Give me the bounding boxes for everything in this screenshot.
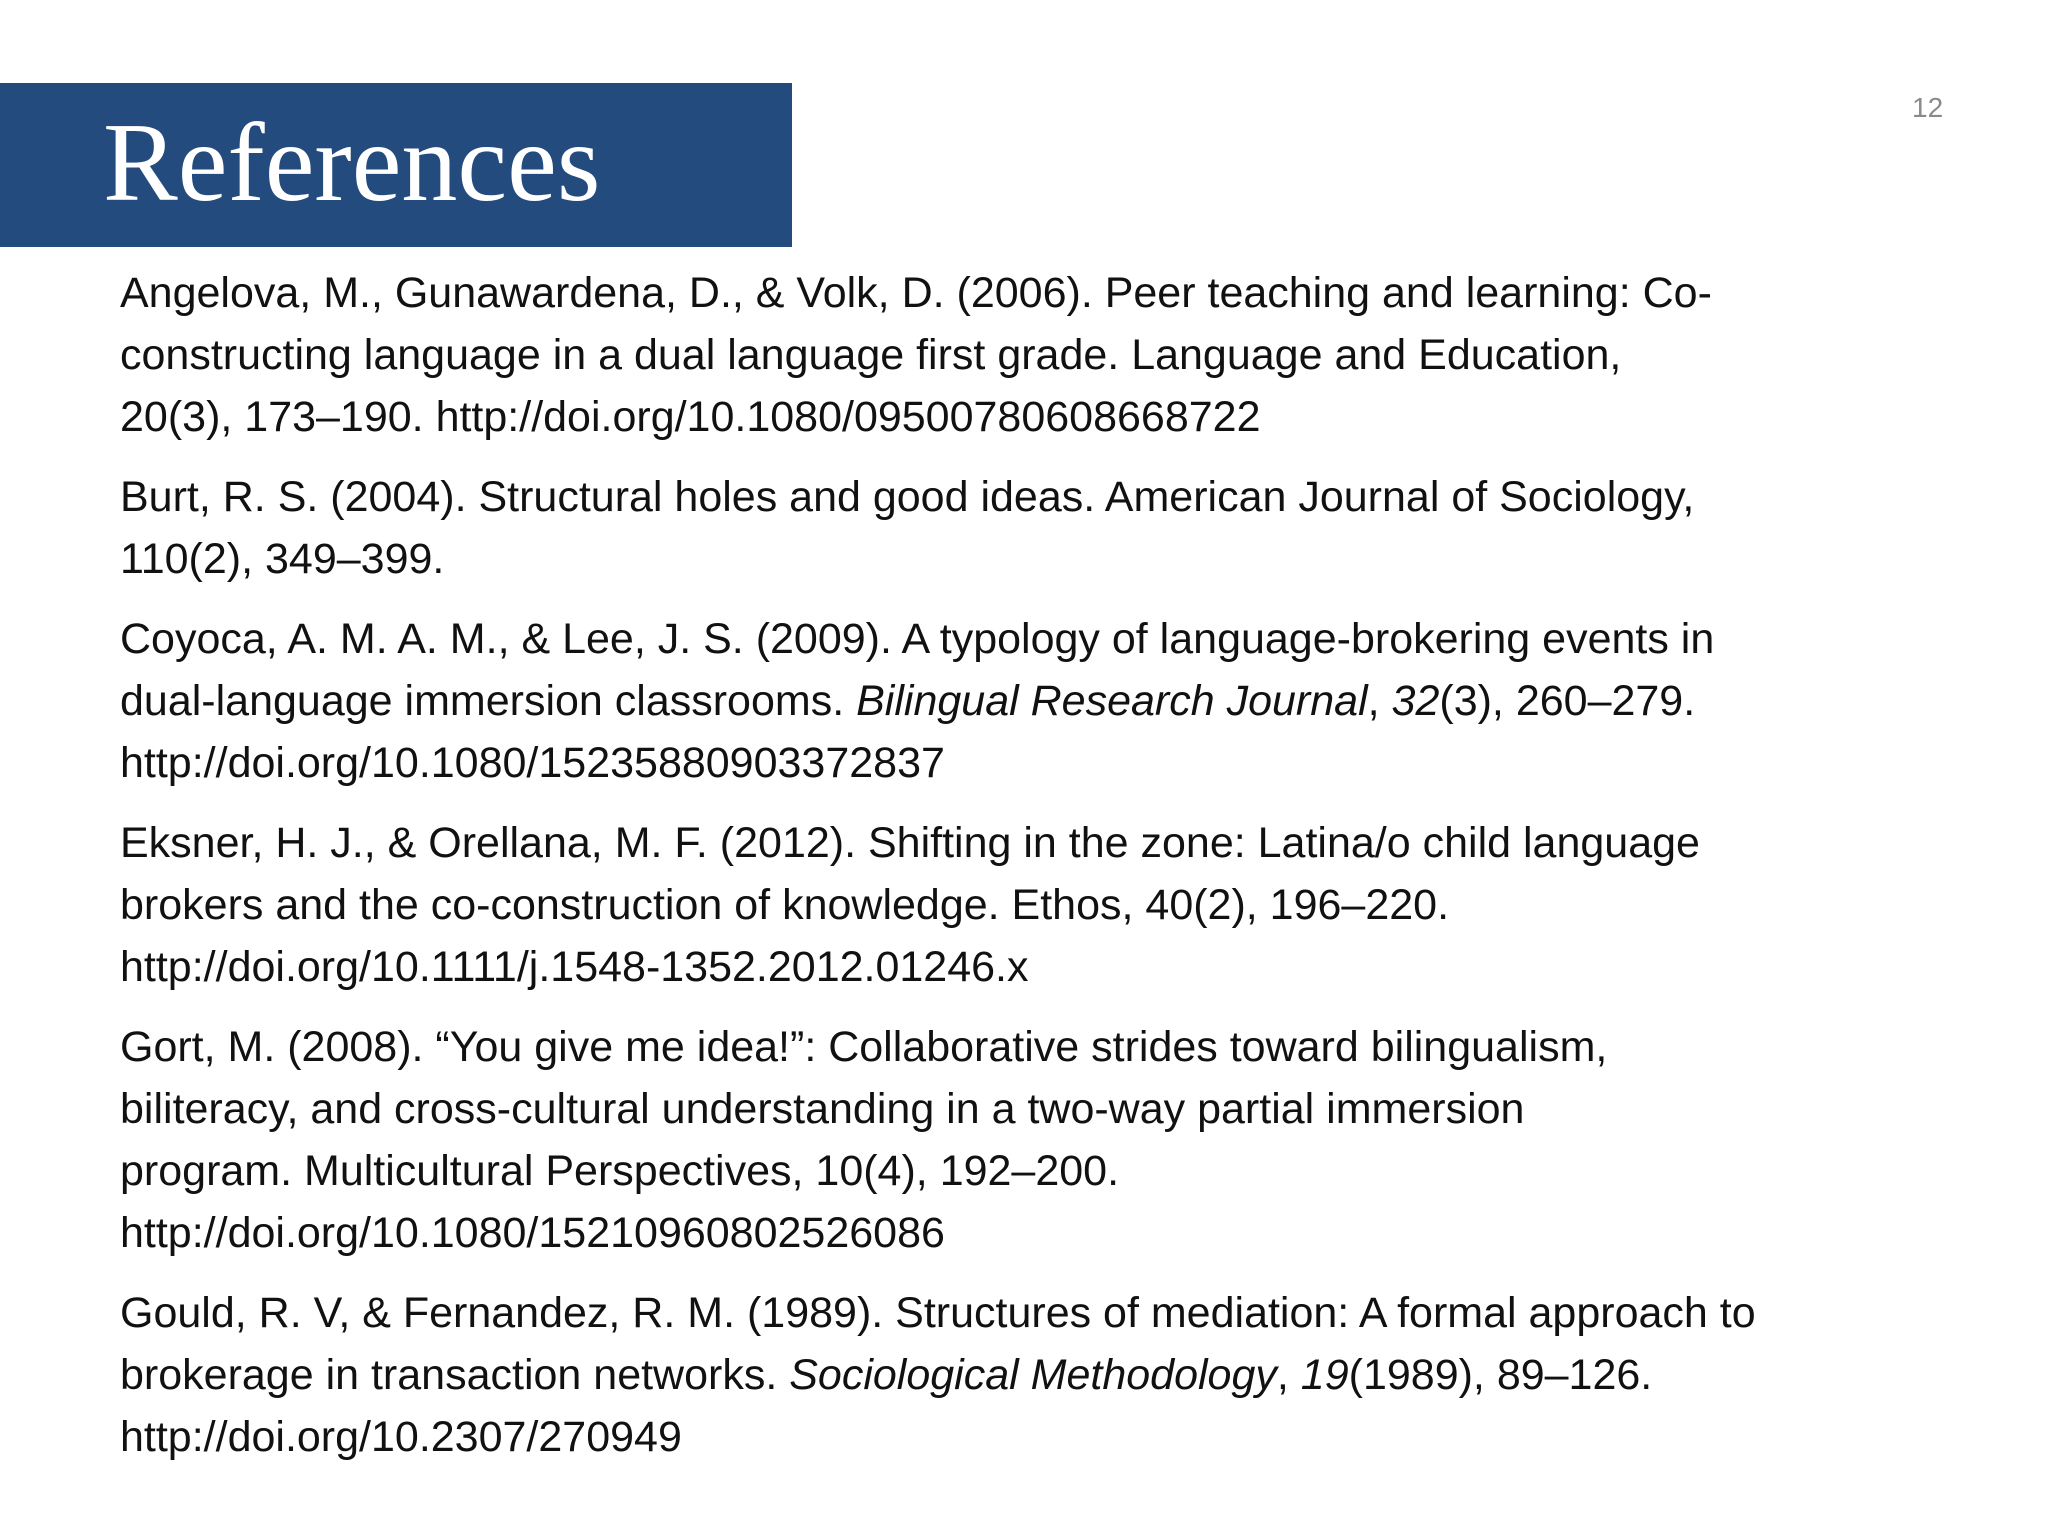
- reference-line: Gort, M. (2008). “You give me idea!”: Collaborative strides toward bilingualism,: [120, 1023, 1608, 1071]
- reference-line: http://doi.org/10.1080/15210960802526086: [120, 1209, 945, 1257]
- reference-line: biliteracy, and cross-cultural understanding in a two-way partial immersion: [120, 1085, 1525, 1133]
- reference-line: program. Multicultural Perspectives, 10(4), 192–200.: [120, 1147, 1120, 1195]
- reference-coyoca-2009: [120, 608, 1980, 794]
- reference-line: Coyoca, A. M. A. M., & Lee, J. S. (2009). A typology of language-brokering events in: [120, 615, 1715, 663]
- reference-eksner-2012: [120, 812, 1980, 998]
- reference-burt-2004: [120, 466, 1980, 590]
- reference-angelova-2006: [120, 262, 1980, 448]
- reference-line: http://doi.org/10.1080/15235880903372837: [120, 739, 945, 787]
- reference-text: ,: [1276, 1351, 1301, 1399]
- reference-line: 20(3), 173–190. http://doi.org/10.1080/09500780608668722: [120, 393, 1261, 441]
- reference-text: (1989), 89–126.: [1348, 1351, 1653, 1399]
- title-banner: [0, 83, 792, 247]
- reference-line: [120, 1344, 1980, 1406]
- slide-title: References: [103, 101, 601, 225]
- reference-text: dual-language immersion classrooms.: [120, 677, 857, 725]
- reference-line: http://doi.org/10.2307/270949: [120, 1413, 682, 1461]
- reference-line: Angelova, M., Gunawardena, D., & Volk, D. (2006). Peer teaching and learning: Co-: [120, 269, 1712, 317]
- reference-line: constructing language in a dual language first grade. Language and Education,: [120, 331, 1622, 379]
- reference-line: Burt, R. S. (2004). Structural holes and good ideas. American Journal of Sociology,: [120, 473, 1695, 521]
- reference-line: http://doi.org/10.1111/j.1548-1352.2012.01246.x: [120, 943, 1029, 991]
- reference-text: (3), 260–279.: [1439, 677, 1696, 725]
- reference-gort-2008: [120, 1016, 1980, 1264]
- journal-title: Bilingual Research Journal: [856, 677, 1368, 725]
- reference-text: brokerage in transaction networks.: [120, 1351, 790, 1399]
- journal-volume: 32: [1391, 677, 1440, 725]
- reference-line: Eksner, H. J., & Orellana, M. F. (2012). Shifting in the zone: Latina/o child language: [120, 819, 1700, 867]
- journal-title: Sociological Methodology: [789, 1351, 1277, 1399]
- reference-line: 110(2), 349–399.: [120, 535, 445, 583]
- reference-line: [120, 670, 1980, 732]
- reference-gould-1989: [120, 1282, 1980, 1468]
- reference-list: [120, 262, 1980, 1486]
- reference-line: brokers and the co-construction of knowledge. Ethos, 40(2), 196–220.: [120, 881, 1450, 929]
- reference-text: ,: [1367, 677, 1392, 725]
- slide-number: 12: [1912, 92, 1944, 123]
- journal-volume: 19: [1300, 1351, 1349, 1399]
- reference-line: Gould, R. V, & Fernandez, R. M. (1989). Structures of mediation: A formal approach to: [120, 1289, 1756, 1337]
